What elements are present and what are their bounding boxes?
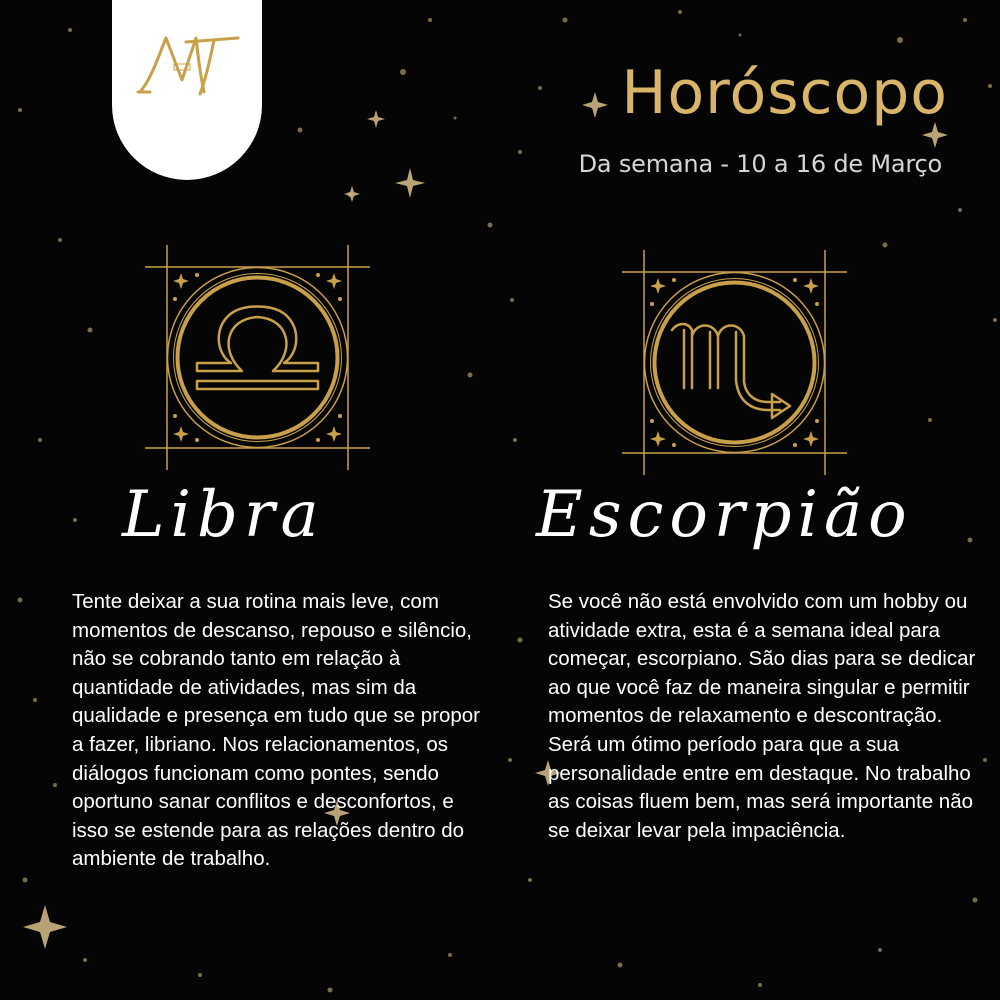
mt-monogram-logo-icon <box>130 30 244 100</box>
sign-name-libra: Libra <box>122 478 325 552</box>
horoscope-text-scorpio: Se você não está envolvido com um hobby ou atividade extra, esta é a semana ideal para começar, escorpiano. São dias para se dedicar ao que você faz de maneira singular e permitir momentos de relaxamento e descontração. Será um ótimo período para que a sua personalidade entre em destaque. No trabalho as coisas fluem bem, mas será importante não se deixar levar pela impaciência. <box>548 590 976 842</box>
logo-tab <box>112 0 262 180</box>
libra-zodiac-icon <box>145 245 370 470</box>
horoscope-text-libra: Tente deixar a sua rotina mais leve, com momentos de descanso, repouso e silêncio, não se cobrando tanto em relação à quantidade de atividades, mas sim da qualidade e presença em tudo que se propor a fazer, libriano. Nos relacionamentos, os diálogos funcionam como pontes, sendo oportuno sanar conflitos e desconfortos, e isso se estende para as relações dentro do ambiente de trabalho. <box>72 590 481 871</box>
sign-name-scorpio: Escorpião <box>536 478 913 552</box>
logo-text: MT <box>130 30 132 31</box>
page-title: Horóscopo <box>621 58 948 128</box>
scorpio-zodiac-icon <box>622 250 847 475</box>
page-subtitle: Da semana - 10 a 16 de Março <box>578 150 942 178</box>
